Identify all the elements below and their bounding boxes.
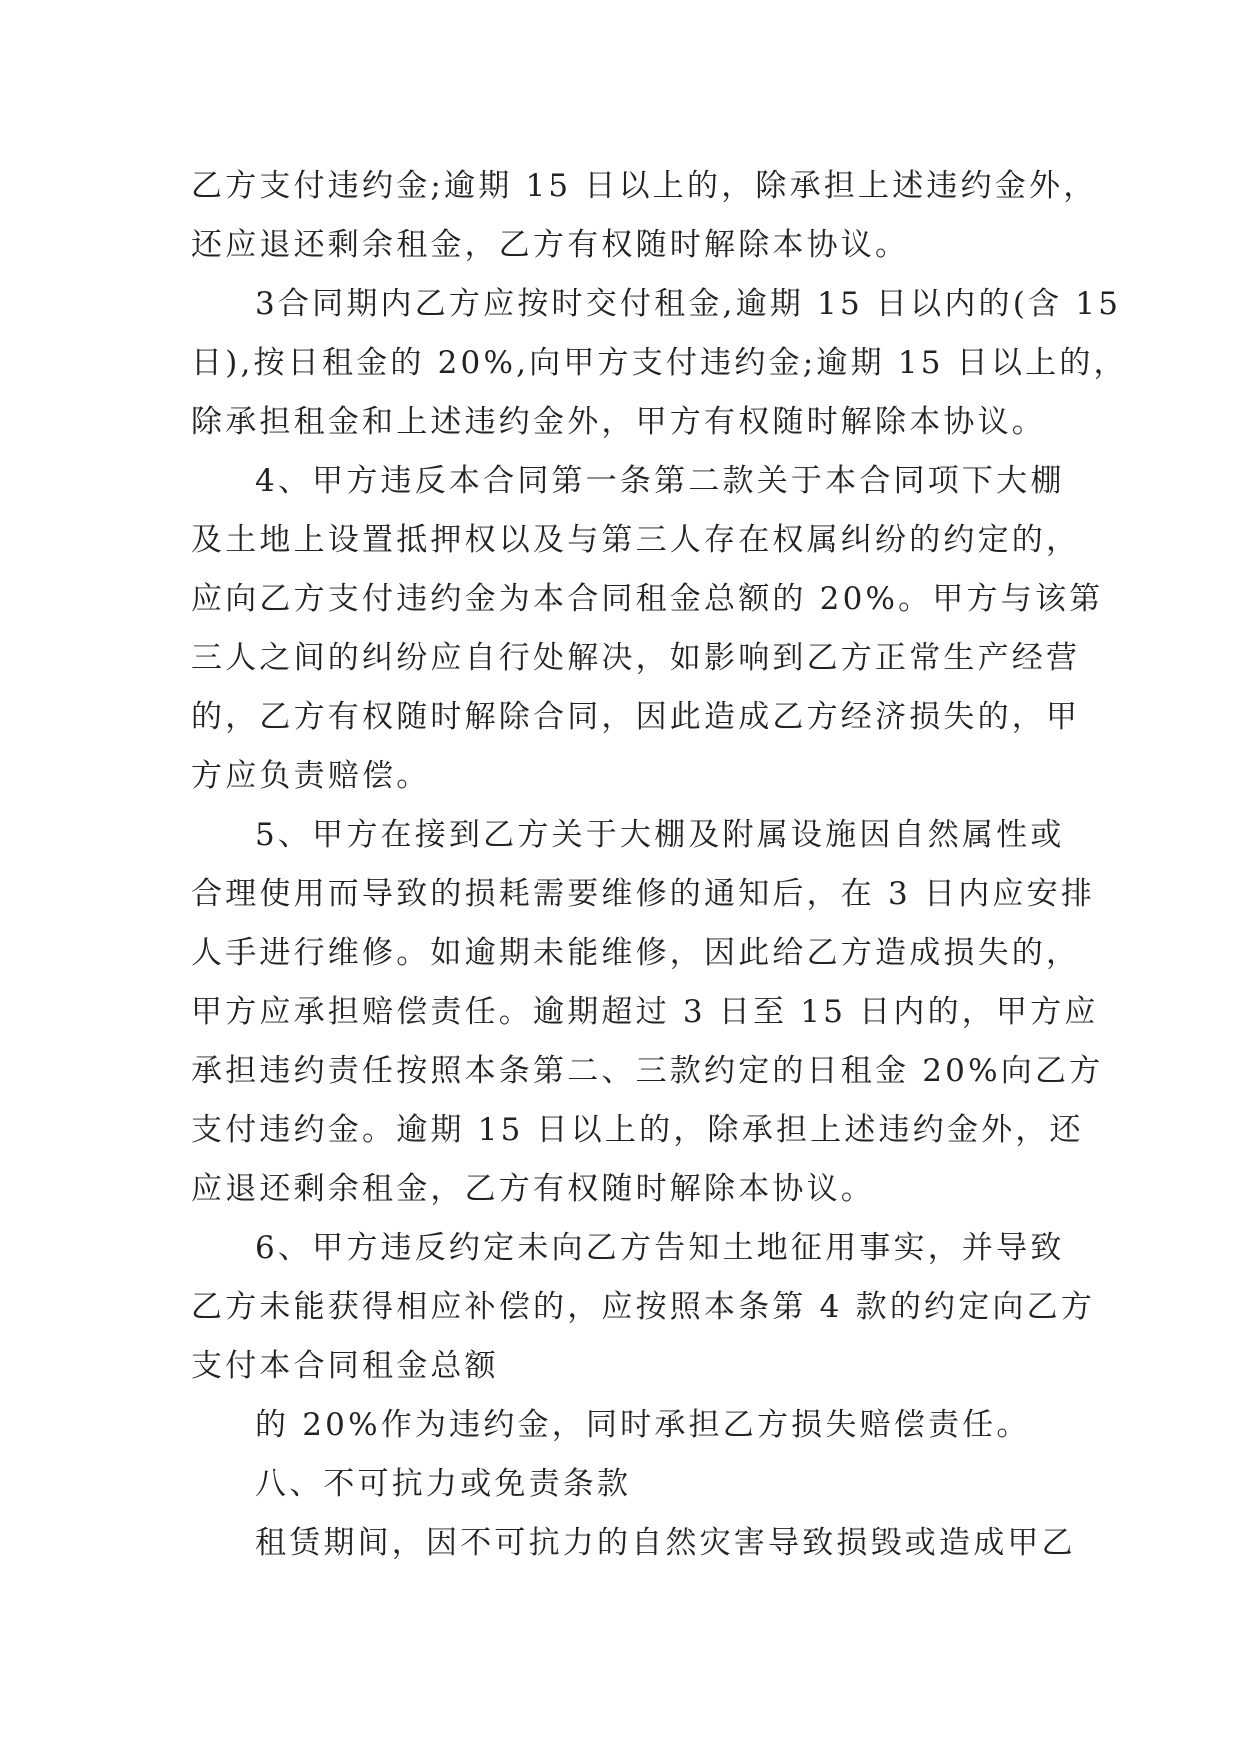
text-line: 的，乙方有权随时解除合同，因此造成乙方经济损失的，甲 <box>191 699 1081 735</box>
text-line: 支付本合同租金总额 <box>191 1348 499 1384</box>
text-line: 支付违约金。逾期 15 日以上的，除承担上述违约金外，还 <box>191 1112 1084 1148</box>
text-line: 5、甲方在接到乙方关于大棚及附属设施因自然属性或 <box>255 817 1065 853</box>
text-line: 及土地上设置抵押权以及与第三人存在权属纠纷的约定的， <box>191 522 1081 558</box>
section-heading: 八、不可抗力或免责条款 <box>255 1466 632 1502</box>
text-line: 应退还剩余租金，乙方有权随时解除本协议。 <box>191 1171 875 1207</box>
text-line: 3合同期内乙方应按时交付租金,逾期 15 日以内的(含 15 <box>255 286 1122 322</box>
text-line: 日),按日租金的 20%,向甲方支付违约金;逾期 15 日以上的， <box>191 345 1128 381</box>
text-line: 甲方应承担赔偿责任。逾期超过 3 日至 15 日内的，甲方应 <box>191 994 1099 1030</box>
text-line: 乙方支付违约金;逾期 15 日以上的，除承担上述违约金外， <box>191 168 1098 204</box>
text-line: 方应负责赔偿。 <box>191 758 431 794</box>
text-line: 的 20%作为违约金，同时承担乙方损失赔偿责任。 <box>255 1407 1031 1443</box>
text-line: 应向乙方支付违约金为本合同租金总额的 20%。甲方与该第 <box>191 581 1104 617</box>
text-line: 人手进行维修。如逾期未能维修，因此给乙方造成损失的， <box>191 935 1081 971</box>
text-line: 三人之间的纠纷应自行处解决，如影响到乙方正常生产经营 <box>191 640 1081 676</box>
text-line: 还应退还剩余租金，乙方有权随时解除本协议。 <box>191 227 910 263</box>
text-line: 4、甲方违反本合同第一条第二款关于本合同项下大棚 <box>255 463 1065 499</box>
text-line: 承担违约责任按照本条第二、三款约定的日租金 20%向乙方 <box>191 1053 1104 1089</box>
text-line: 除承担租金和上述违约金外，甲方有权随时解除本协议。 <box>191 404 1046 440</box>
text-line: 乙方未能获得相应补偿的，应按照本条第 4 款的约定向乙方 <box>191 1289 1096 1325</box>
text-line: 合理使用而导致的损耗需要维修的通知后，在 3 日内应安排 <box>191 876 1096 912</box>
text-line: 租赁期间，因不可抗力的自然灾害导致损毁或造成甲乙 <box>255 1525 1076 1561</box>
text-line: 6、甲方违反约定未向乙方告知土地征用事实，并导致 <box>255 1230 1065 1266</box>
